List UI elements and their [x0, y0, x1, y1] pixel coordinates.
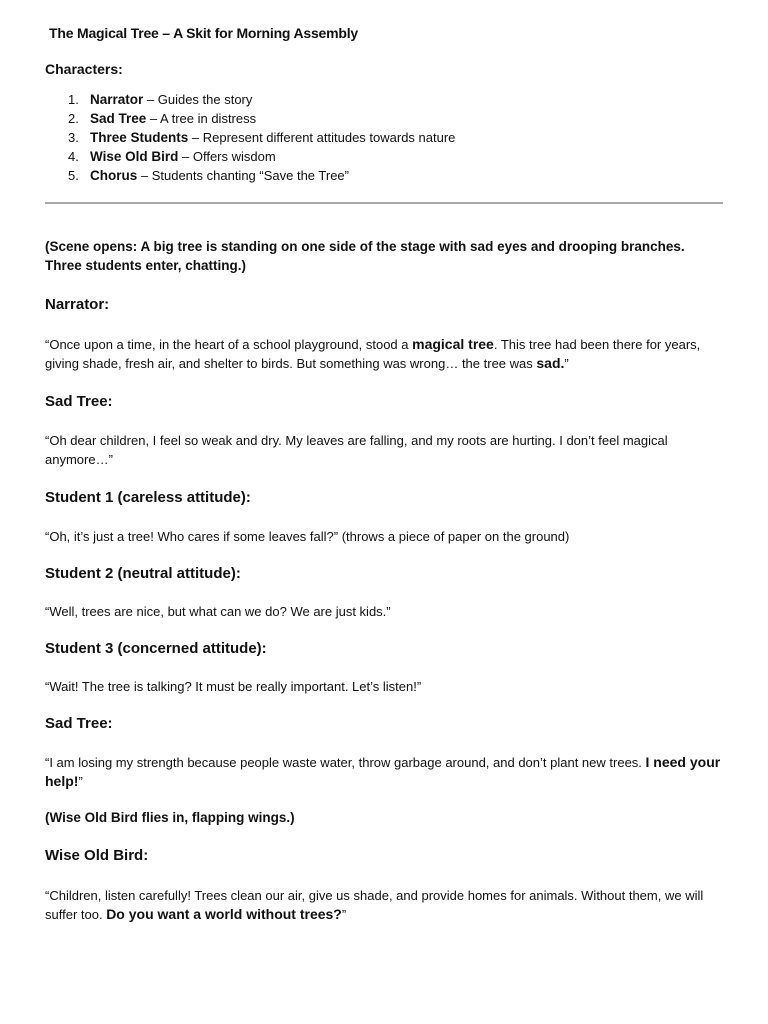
student-3-line: “Wait! The tree is talking? It must be really important. Let’s listen!” [45, 679, 422, 694]
character-name: Sad Tree [90, 111, 147, 126]
sad-tree-line [45, 753, 723, 791]
narrator-line [45, 335, 723, 373]
line-text: . This tree had been there for years, giving shade, fresh air, and shelter to birds. But something was wrong… the tree was [45, 337, 701, 371]
character-name: Narrator [90, 92, 144, 107]
section-divider [45, 202, 723, 204]
line-emphasis: magical tree [412, 336, 494, 352]
line-text: “Once upon a time, in the heart of a school playground, stood a [45, 337, 413, 352]
character-name: Three Students [90, 130, 189, 145]
character-description: – A tree in distress [146, 111, 257, 126]
line-emphasis: Do you want a world without trees? [106, 906, 342, 922]
list-item [45, 90, 723, 109]
student-2-line: “Well, trees are nice, but what can we do? We are just kids.” [45, 604, 391, 619]
line-text: ” [78, 774, 83, 789]
character-description: – Guides the story [143, 92, 253, 107]
list-item [45, 147, 723, 166]
line-emphasis: sad. [536, 355, 565, 371]
speaker-wise-old-bird: Wise Old Bird: [45, 847, 149, 864]
list-item [45, 109, 723, 128]
speaker-sad-tree: Sad Tree: [45, 393, 113, 410]
list-number: 2. [68, 111, 79, 126]
line-text: ” [341, 907, 347, 922]
characters-list [45, 90, 723, 185]
character-description: – Students chanting “Save the Tree” [137, 168, 349, 183]
speaker-narrator: Narrator: [45, 296, 110, 313]
line-text: “Children, listen carefully! Trees clean our air, give us shade, and provide homes for animals. Without them, we will suffer too. [45, 888, 704, 922]
wise-old-bird-line [45, 886, 723, 924]
character-description: – Offers wisdom [178, 149, 276, 164]
line-emphasis: I need your help! [45, 754, 721, 789]
list-number: 5. [68, 168, 79, 183]
character-description: – Represent different attitudes towards nature [188, 130, 456, 145]
line-text: ” [564, 356, 569, 371]
character-name: Chorus [90, 168, 138, 183]
document-title: The Magical Tree – A Skit for Morning Assembly [49, 25, 358, 41]
list-number: 1. [68, 92, 79, 107]
characters-heading: Characters: [45, 61, 123, 77]
speaker-student-3: Student 3 (concerned attitude): [45, 640, 267, 657]
student-1-line: “Oh, it’s just a tree! Who cares if some leaves fall?” (throws a piece of paper on the ground) [45, 529, 570, 544]
document-page [45, 24, 723, 924]
speaker-student-2: Student 2 (neutral attitude): [45, 565, 241, 582]
speaker-student-1: Student 1 (careless attitude): [45, 489, 251, 506]
list-item [45, 166, 723, 185]
line-text: “I am losing my strength because people waste water, throw garbage around, and don’t plant new trees. [45, 755, 646, 770]
stage-direction-scene-open: (Scene opens: A big tree is standing on one side of the stage with sad eyes and drooping branches. Three students enter, chatting.) [45, 239, 685, 273]
stage-direction-bird-enters: (Wise Old Bird flies in, flapping wings.) [45, 810, 295, 825]
character-name: Wise Old Bird [90, 149, 179, 164]
list-number: 3. [68, 130, 79, 145]
list-item [45, 128, 723, 147]
sad-tree-line: “Oh dear children, I feel so weak and dry. My leaves are falling, and my roots are hurting. I don’t feel magical anymore…” [45, 433, 668, 467]
list-number: 4. [68, 149, 79, 164]
speaker-sad-tree: Sad Tree: [45, 715, 113, 732]
